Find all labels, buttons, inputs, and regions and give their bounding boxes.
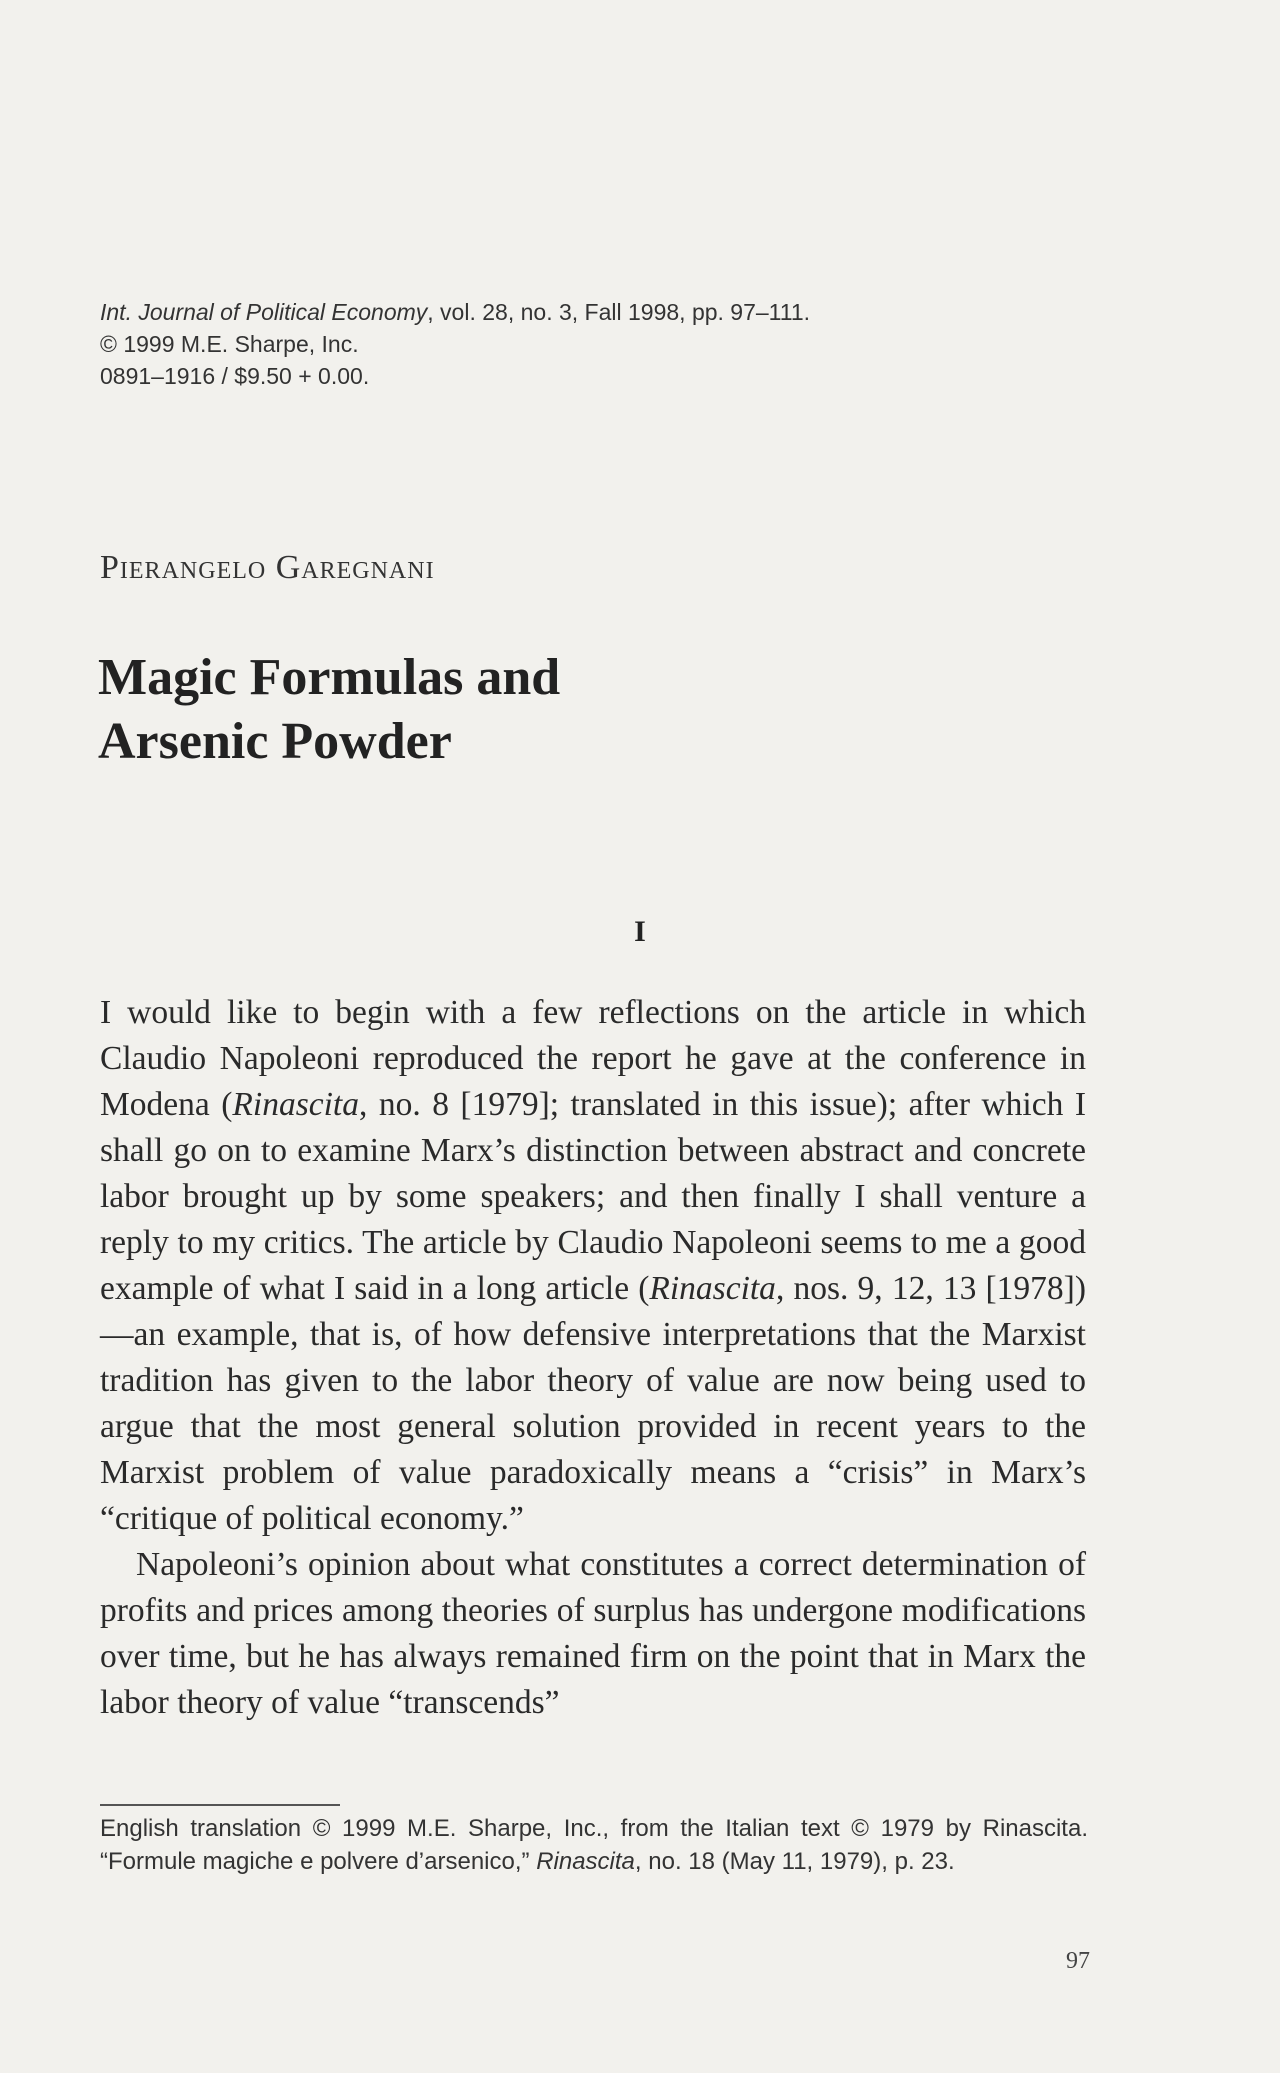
author-name bbox=[100, 549, 435, 587]
journal-name: Int. Journal of Political Economy bbox=[100, 299, 428, 325]
paragraph-1-text-c: , no. 8 [1979]; translated in this issue); after which I shall go on to examine Marx’s distinction between abstract and concrete labor brought up by some speakers; and then finally I shall venture a reply to my critics. The article by Claudio Napoleoni seems to me a good example of what I said in a long article ( bbox=[100, 1086, 1086, 1307]
citation-copyright: © 1999 M.E. Sharpe, Inc. bbox=[100, 331, 359, 357]
citation-line-journal bbox=[100, 296, 810, 328]
article-title-line-2: Arsenic Powder bbox=[98, 713, 452, 770]
citation-details: , vol. 28, no. 3, Fall 1998, pp. 97–111. bbox=[427, 299, 811, 325]
page-number: 97 bbox=[1066, 1948, 1090, 1974]
footnote bbox=[100, 1812, 1088, 1878]
footnote-text-a: English translation © 1999 M.E. Sharpe, Inc., from the Italian text © 1979 by Rinascita. “Formule magiche e polvere d’arsenico,” bbox=[100, 1815, 1088, 1875]
article-title-line-1: Magic Formulas and bbox=[98, 649, 561, 706]
section-heading: I bbox=[634, 915, 646, 948]
body-paragraph-1 bbox=[100, 990, 1086, 1542]
paragraph-1-text-a: I would like to begin with a few reflections on the article in which Claudio Napoleoni reproduced the report he gave at the conference in Modena ( bbox=[100, 994, 1086, 1123]
paragraph-1-journal-ref: Rinascita bbox=[232, 1086, 359, 1123]
author-first-name: Pierangelo bbox=[100, 549, 267, 586]
paragraph-1-text-e: , nos. 9, 12, 13 [1978])—an example, that is, of how defensive interpretations that the Marxist tradition has given to the labor theory of value are now being used to argue that the most general solution provided in recent years to the Marxist problem of value paradoxically means a “crisis” in Marx’s “critique of political economy.” bbox=[100, 1270, 1086, 1537]
author-last-name: Garegnani bbox=[275, 549, 435, 586]
article-body bbox=[100, 990, 1086, 1726]
citation-block bbox=[100, 296, 810, 392]
footnote-text-c: , no. 18 (May 11, 1979), p. 23. bbox=[634, 1848, 955, 1875]
body-paragraph-2: Napoleoni’s opinion about what constitutes a correct determination of profits and prices among theories of surplus has undergone modifications over time, but he has always remained firm on the point that in Marx the labor theory of value “transcends” bbox=[100, 1546, 1086, 1721]
citation-issn: 0891–1916 / $9.50 + 0.00. bbox=[100, 363, 370, 389]
article-title bbox=[98, 646, 560, 774]
footnote-journal-ref: Rinascita bbox=[536, 1848, 635, 1875]
paragraph-1-journal-ref-2: Rinascita bbox=[649, 1270, 776, 1307]
footnote-divider bbox=[100, 1804, 340, 1806]
footnote-text bbox=[100, 1812, 1088, 1878]
